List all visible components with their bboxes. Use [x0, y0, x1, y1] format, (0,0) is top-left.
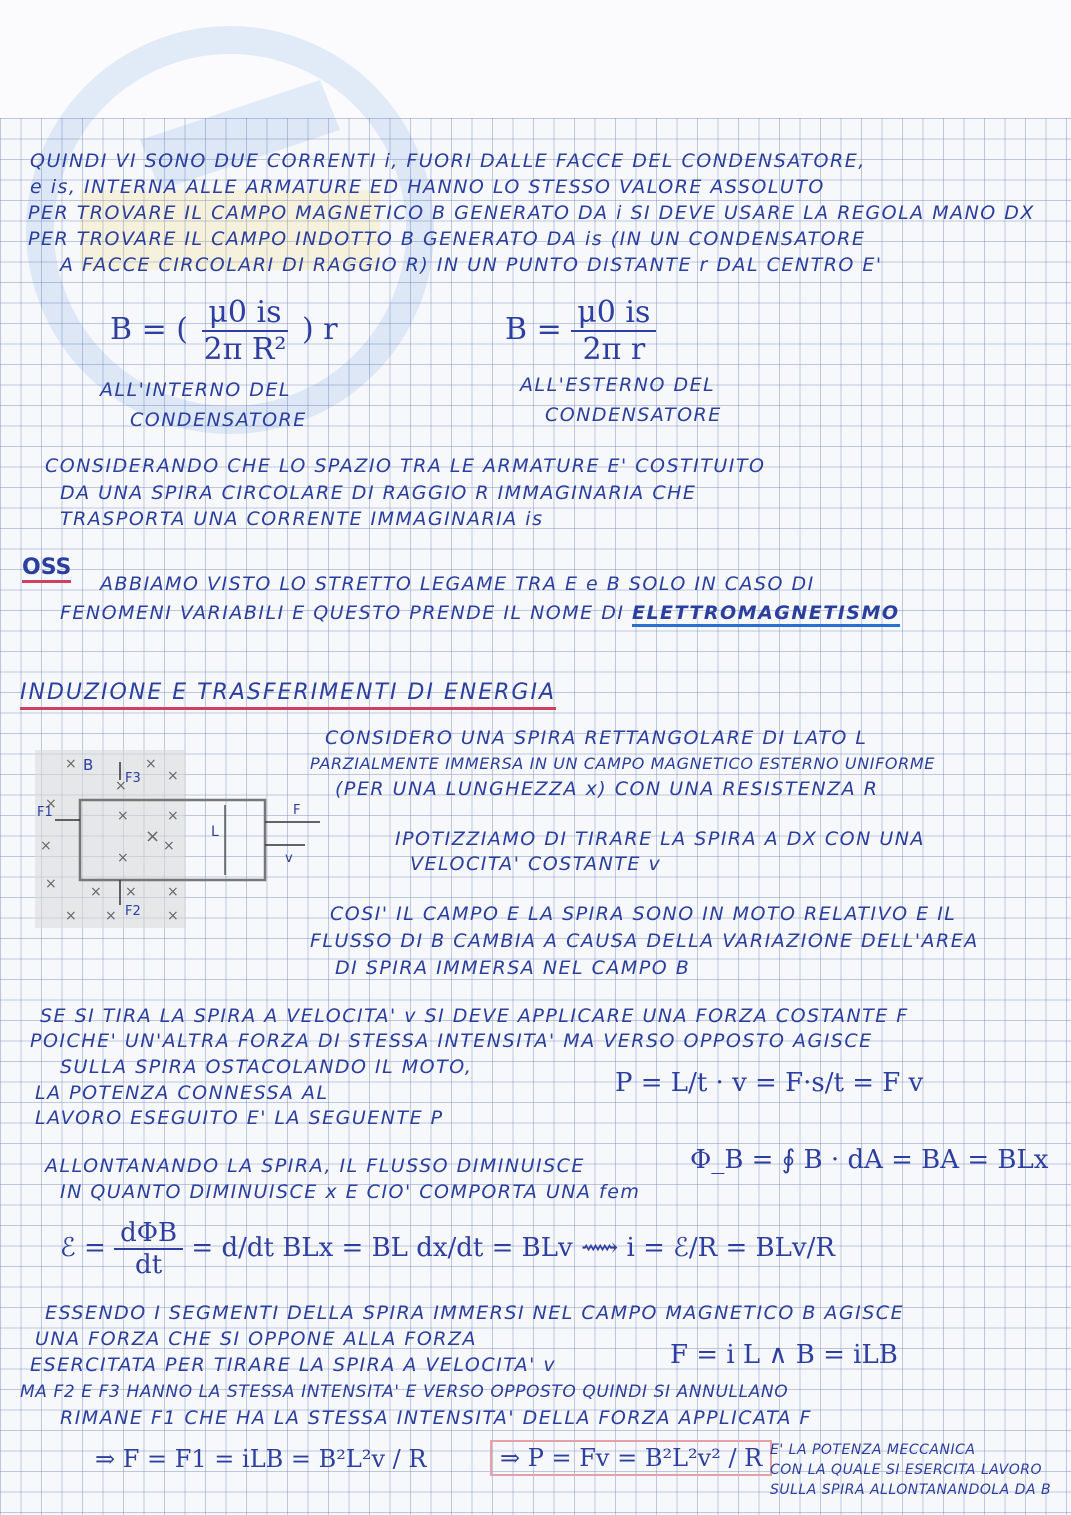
- formula-final-power: ⇒ P = Fv = B²L²v² / R: [490, 1440, 772, 1476]
- label-f1: F1: [37, 805, 53, 820]
- formula-b-internal: B = ( $\frac{\mu 0 is}{\text{2π R²}}$ ) r: [110, 295, 338, 367]
- svg-text:×: ×: [125, 884, 137, 900]
- label-f3: F3: [125, 771, 141, 786]
- text-line: MA F2 E F3 HANNO LA STESSA INTENSITA' E VERSO OPPOSTO QUINDI SI ANNULLANO: [20, 1382, 789, 1402]
- text-line: VELOCITA' COSTANTE v: [410, 853, 662, 875]
- text-line: ABBIAMO VISTO LO STRETTO LEGAME TRA E e B SOLO IN CASO DI: [100, 573, 815, 595]
- note-power: E' LA POTENZA MECCANICA CON LA QUALE SI ESERCITA LAVORO SULLA SPIRA ALLONTANANDOLA DA B: [770, 1442, 1052, 1498]
- svg-text:×: ×: [117, 850, 129, 866]
- text-line: DI SPIRA IMMERSA NEL CAMPO B: [335, 957, 691, 979]
- label-b: B: [83, 756, 94, 774]
- formula-flux: Φ_B = ∮ B · dA = BA = BLx: [690, 1145, 1049, 1175]
- svg-text:×: ×: [115, 778, 127, 794]
- text-line: IN QUANTO DIMINUISCE x E CIO' COMPORTA UNA fem: [60, 1181, 641, 1203]
- formula-b-external: B = $\frac{\mu 0 is}{\text{2π r}}$: [505, 295, 656, 367]
- text-line: RIMANE F1 CHE HA LA STESSA INTENSITA' DELLA FORZA APPLICATA F: [60, 1407, 812, 1429]
- text-line: SULLA SPIRA OSTACOLANDO IL MOTO,: [60, 1056, 473, 1078]
- svg-text:×: ×: [117, 808, 129, 824]
- section-heading: INDUZIONE E TRASFERIMENTI DI ENERGIA: [20, 680, 556, 710]
- text-line: TRASPORTA UNA CORRENTE IMMAGINARIA is: [60, 508, 544, 530]
- oss-label: OSS: [22, 555, 71, 583]
- formula-force: F = i L ∧ B = iLB: [670, 1340, 898, 1370]
- spira-diagram: [35, 750, 335, 930]
- text-line: PARZIALMENTE IMMERSA IN UN CAMPO MAGNETICO ESTERNO UNIFORME: [310, 754, 935, 773]
- svg-text:×: ×: [145, 826, 161, 847]
- text-line: LAVORO ESEGUITO E' LA SEGUENTE P: [35, 1107, 444, 1129]
- svg-text:×: ×: [65, 756, 77, 772]
- text-line: QUINDI VI SONO DUE CORRENTI i, FUORI DALLE FACCE DEL CONDENSATORE,: [30, 150, 866, 172]
- text-line: A FACCE CIRCOLARI DI RAGGIO R) IN UN PUNTO DISTANTE r DAL CENTRO E': [60, 254, 883, 276]
- formula-emf: ℰ = $\frac{\text{dΦB}}{dt}$ = d/dt BLx = BL dx/dt = BLv ⟿ i = ℰ/R = BLv/R: [60, 1218, 835, 1280]
- svg-text:×: ×: [163, 838, 175, 854]
- text-line: CONSIDERO UNA SPIRA RETTANGOLARE DI LATO L: [325, 727, 868, 749]
- text-line: PER TROVARE IL CAMPO MAGNETICO B GENERATO DA i SI DEVE USARE LA REGOLA MANO DX: [28, 202, 1035, 224]
- formula-final-force: ⇒ F = F1 = iLB = B²L²v / R: [95, 1445, 427, 1473]
- caption-external: ALL'ESTERNO DEL CONDENSATORE: [520, 374, 722, 426]
- text-line: DA UNA SPIRA CIRCOLARE DI RAGGIO R IMMAGINARIA CHE: [60, 482, 697, 504]
- label-f: F: [293, 803, 301, 818]
- svg-text:×: ×: [45, 796, 57, 812]
- keyword-elettromagnetismo: ELETTROMAGNETISMO: [632, 602, 900, 627]
- text-line: (PER UNA LUNGHEZZA x) CON UNA RESISTENZA R: [335, 778, 879, 800]
- svg-text:×: ×: [167, 908, 179, 924]
- text-line: FENOMENI VARIABILI E QUESTO PRENDE IL NOME DI ELETTROMAGNETISMO: [60, 602, 900, 624]
- svg-text:×: ×: [90, 884, 102, 900]
- svg-text:×: ×: [105, 908, 117, 924]
- text-line: PER TROVARE IL CAMPO INDOTTO B GENERATO DA is (IN UN CONDENSATORE: [28, 228, 866, 250]
- caption-internal: ALL'INTERNO DEL CONDENSATORE: [100, 379, 307, 431]
- text-line: IPOTIZZIAMO DI TIRARE LA SPIRA A DX CON UNA: [395, 828, 925, 850]
- text-line: ALLONTANANDO LA SPIRA, IL FLUSSO DIMINUISCE: [45, 1155, 585, 1177]
- text-line: POICHE' UN'ALTRA FORZA DI STESSA INTENSITA' MA VERSO OPPOSTO AGISCE: [30, 1030, 873, 1052]
- text-line: LA POTENZA CONNESSA AL: [35, 1082, 329, 1104]
- svg-text:×: ×: [167, 884, 179, 900]
- svg-text:×: ×: [167, 808, 179, 824]
- text-line: SE SI TIRA LA SPIRA A VELOCITA' v SI DEVE APPLICARE UNA FORZA COSTANTE F: [40, 1005, 909, 1027]
- svg-text:×: ×: [145, 756, 157, 772]
- text-line: e is, INTERNA ALLE ARMATURE ED HANNO LO STESSO VALORE ASSOLUTO: [30, 176, 825, 198]
- text-line: COSI' IL CAMPO E LA SPIRA SONO IN MOTO RELATIVO E IL: [330, 903, 957, 925]
- text-line: FLUSSO DI B CAMBIA A CAUSA DELLA VARIAZIONE DELL'AREA: [310, 930, 979, 952]
- label-l: L: [211, 824, 219, 840]
- page-header-margin: [0, 0, 1071, 118]
- svg-text:×: ×: [45, 876, 57, 892]
- label-v: v: [285, 851, 293, 866]
- text-line: ESERCITATA PER TIRARE LA SPIRA A VELOCITA' v: [30, 1354, 557, 1376]
- text-line: UNA FORZA CHE SI OPPONE ALLA FORZA: [35, 1328, 477, 1350]
- svg-text:×: ×: [167, 768, 179, 784]
- formula-power: P = L/t · v = F·s/t = F v: [615, 1068, 924, 1098]
- label-f2: F2: [125, 904, 141, 919]
- svg-text:×: ×: [65, 908, 77, 924]
- text-line: ESSENDO I SEGMENTI DELLA SPIRA IMMERSI NEL CAMPO MAGNETICO B AGISCE: [45, 1302, 905, 1324]
- svg-text:×: ×: [40, 838, 52, 854]
- text-line: CONSIDERANDO CHE LO SPAZIO TRA LE ARMATURE E' COSTITUITO: [45, 455, 766, 477]
